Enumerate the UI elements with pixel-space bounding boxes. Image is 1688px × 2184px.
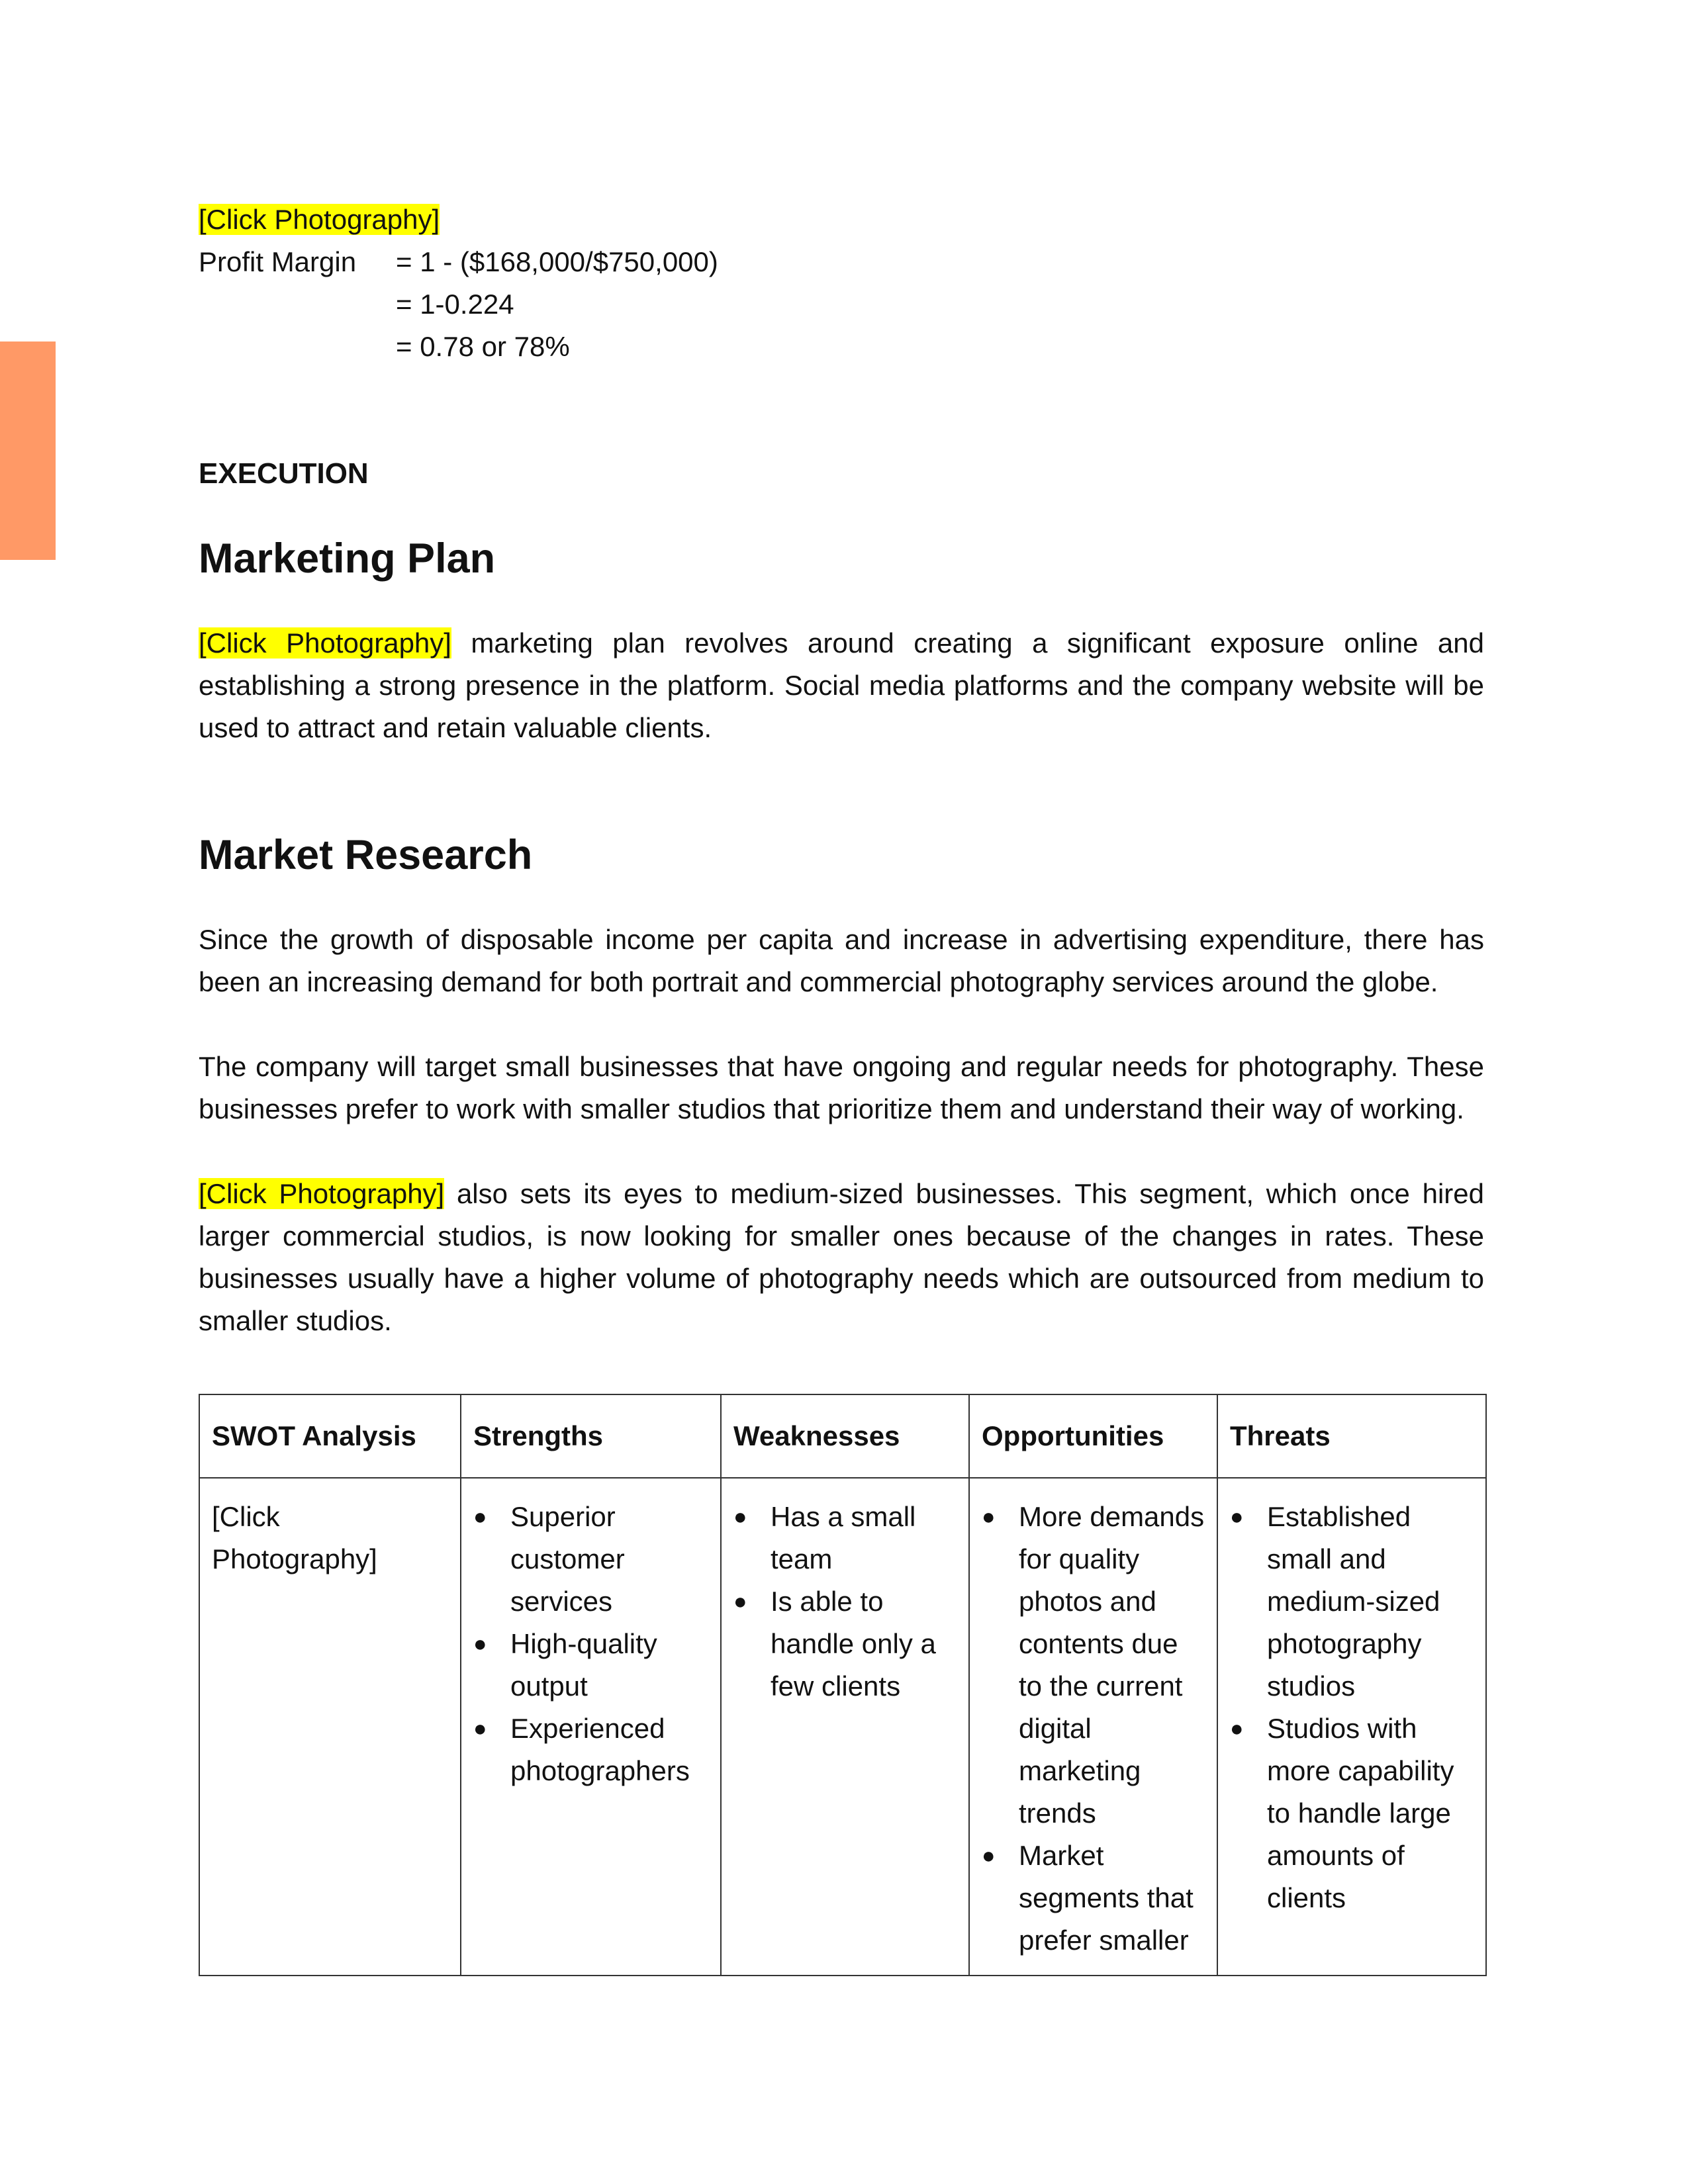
swot-table xyxy=(199,1394,1487,1976)
company-placeholder[interactable]: [Click Photography] xyxy=(199,627,451,659)
swot-strengths-cell xyxy=(461,1478,721,1976)
swot-header-opportunities: Opportunities xyxy=(969,1394,1217,1478)
side-accent-tab xyxy=(0,341,56,560)
list-item: ● Experienced photographers xyxy=(473,1707,708,1792)
swot-opportunities-cell xyxy=(969,1478,1217,1976)
list-item: ● Established small and medium-sized photography studios xyxy=(1230,1496,1474,1707)
document-page xyxy=(199,199,1484,1976)
marketing-plan-heading: Marketing Plan xyxy=(199,535,496,582)
list-item: ● Superior customer services xyxy=(473,1496,708,1623)
swot-weaknesses-cell xyxy=(721,1478,969,1976)
profit-margin-line-2: = 1-0.224 xyxy=(396,289,514,320)
marketing-plan-paragraph: [Click Photography] marketing plan revolves around creating a significant exposure online and establishing a strong presence in the platform. Social media platforms and the company website will be used to attract and retain valuable clients. xyxy=(199,627,1484,743)
profit-margin-block xyxy=(199,199,1484,368)
swot-header-analysis: SWOT Analysis xyxy=(199,1394,461,1478)
list-item: ● Market segments that prefer smaller xyxy=(982,1835,1205,1962)
market-research-paragraph-3: [Click Photography] also sets its eyes to medium-sized businesses. This segment, which once hired larger commercial studios, is now looking for smaller ones because of the changes in rates. These businesses usually have a higher volume of photography needs which are outsourced from medium to smaller studios. xyxy=(199,1178,1484,1336)
swot-threats-cell xyxy=(1217,1478,1486,1976)
swot-header-weaknesses: Weaknesses xyxy=(721,1394,969,1478)
profit-margin-line-3: = 0.78 or 78% xyxy=(396,331,570,362)
market-research-paragraph-2: The company will target small businesses that have ongoing and regular needs for photography. These businesses prefer to work with smaller studios that prioritize them and understand their way of working. xyxy=(199,1051,1484,1124)
list-item: ● More demands for quality photos and contents due to the current digital marketing trends xyxy=(982,1496,1205,1835)
list-item: ● Has a small team xyxy=(733,1496,957,1580)
list-item: ● Is able to handle only a few clients xyxy=(733,1580,957,1707)
company-placeholder[interactable]: [Click Photography] xyxy=(199,1178,445,1209)
swot-row xyxy=(199,1478,1486,1976)
swot-header-threats: Threats xyxy=(1217,1394,1486,1478)
swot-header-strengths: Strengths xyxy=(461,1394,721,1478)
list-item: ● Studios with more capability to handle large amounts of clients xyxy=(1230,1707,1474,1919)
market-research-paragraph-1: Since the growth of disposable income per capita and increase in advertising expenditure, there has been an increasing demand for both portrait and commercial photography services around the globe. xyxy=(199,924,1484,997)
profit-margin-line-1: = 1 - ($168,000/$750,000) xyxy=(396,246,718,277)
swot-row-label: [Click Photography] xyxy=(199,1478,461,1976)
profit-margin-label: Profit Margin xyxy=(199,246,357,277)
swot-header-row xyxy=(199,1394,1486,1478)
market-research-heading: Market Research xyxy=(199,832,533,878)
list-item: ● High-quality output xyxy=(473,1623,708,1707)
execution-title: EXECUTION xyxy=(199,457,369,490)
company-placeholder[interactable]: [Click Photography] xyxy=(199,204,440,235)
